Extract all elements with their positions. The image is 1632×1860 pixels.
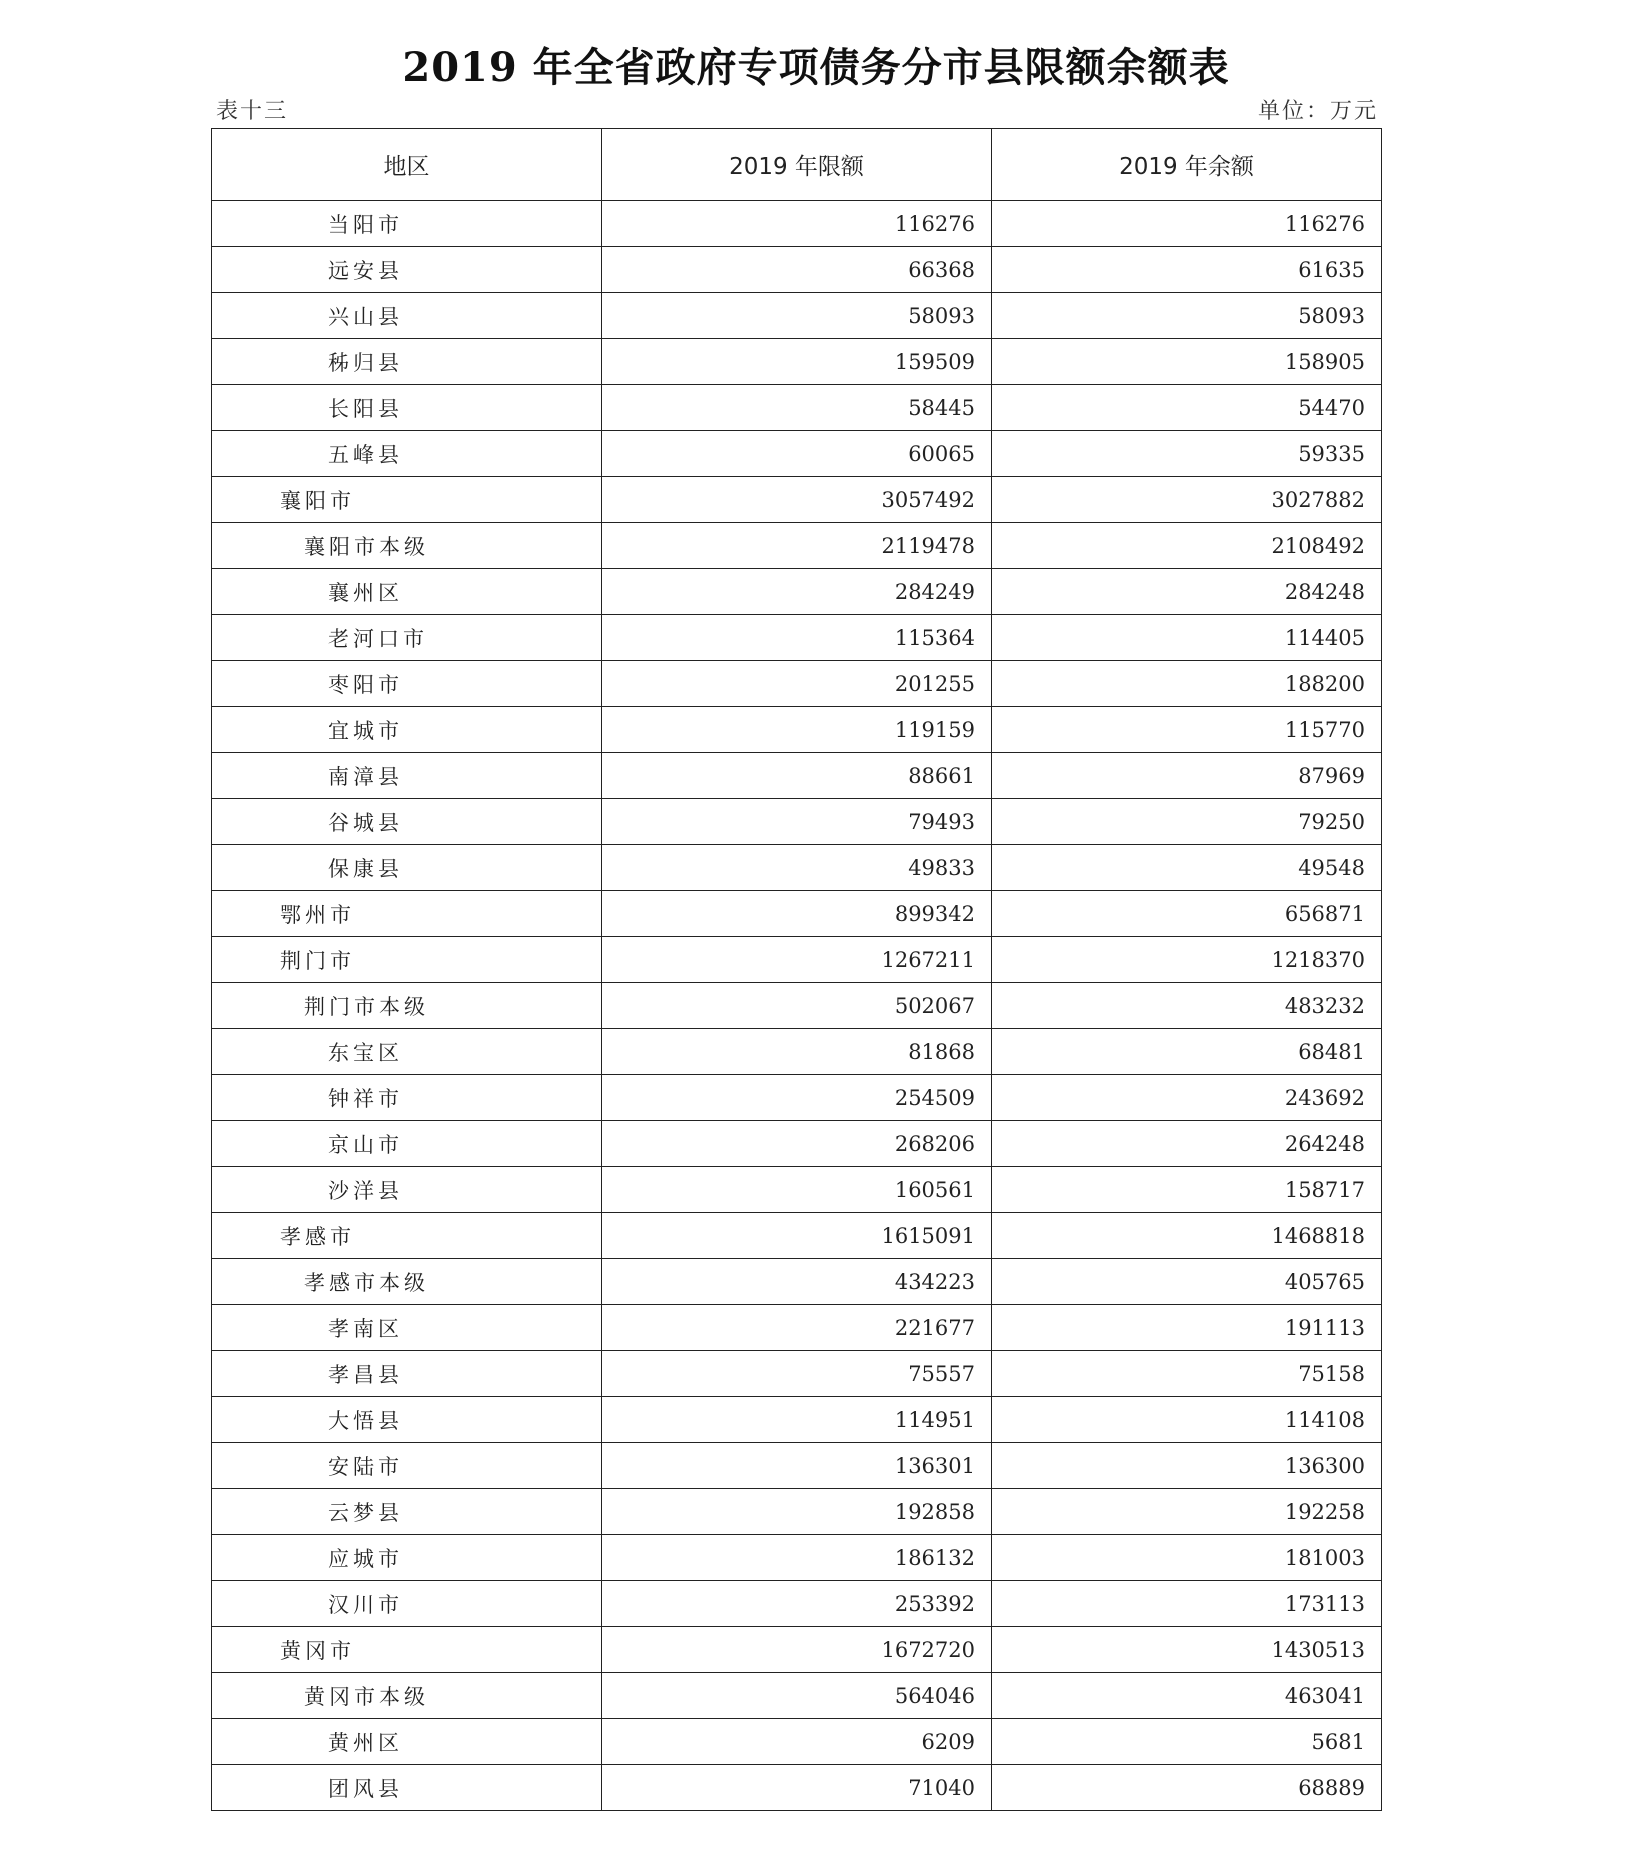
region-name-cell: 远安县 — [212, 247, 602, 293]
region-name-cell: 云梦县 — [212, 1489, 602, 1535]
region-name-cell: 五峰县 — [212, 431, 602, 477]
limit-cell: 81868 — [602, 1029, 992, 1075]
region-name-cell: 黄州区 — [212, 1719, 602, 1765]
balance-cell: 1468818 — [992, 1213, 1382, 1259]
region-name-cell: 襄阳市本级 — [212, 523, 602, 569]
table-row — [212, 1029, 1382, 1075]
unit-label: 单位：万元 — [1257, 99, 1378, 124]
table-row — [212, 1535, 1382, 1581]
region-name-cell: 孝感市 — [212, 1213, 602, 1259]
balance-cell: 116276 — [992, 201, 1382, 247]
balance-cell: 1218370 — [992, 937, 1382, 983]
limit-cell: 186132 — [602, 1535, 992, 1581]
limit-cell: 160561 — [602, 1167, 992, 1213]
region-name-cell: 当阳市 — [212, 201, 602, 247]
balance-cell: 243692 — [992, 1075, 1382, 1121]
region-name-cell: 安陆市 — [212, 1443, 602, 1489]
region-name-cell: 保康县 — [212, 845, 602, 891]
table-row — [212, 385, 1382, 431]
limit-cell: 3057492 — [602, 477, 992, 523]
region-name-cell: 襄阳市 — [212, 477, 602, 523]
table-row — [212, 1351, 1382, 1397]
balance-cell: 284248 — [992, 569, 1382, 615]
table-row — [212, 753, 1382, 799]
balance-cell: 54470 — [992, 385, 1382, 431]
table-row — [212, 1167, 1382, 1213]
region-name-cell: 老河口市 — [212, 615, 602, 661]
region-name-cell: 汉川市 — [212, 1581, 602, 1627]
balance-cell: 5681 — [992, 1719, 1382, 1765]
table-row — [212, 615, 1382, 661]
limit-cell: 192858 — [602, 1489, 992, 1535]
balance-cell: 49548 — [992, 845, 1382, 891]
limit-cell: 88661 — [602, 753, 992, 799]
limit-cell: 1615091 — [602, 1213, 992, 1259]
limit-cell: 58445 — [602, 385, 992, 431]
table-body — [212, 201, 1382, 1811]
table-row — [212, 1075, 1382, 1121]
table-row — [212, 293, 1382, 339]
table-row — [212, 201, 1382, 247]
limit-cell: 116276 — [602, 201, 992, 247]
region-name-cell: 鄂州市 — [212, 891, 602, 937]
balance-cell: 61635 — [992, 247, 1382, 293]
balance-cell: 59335 — [992, 431, 1382, 477]
table-row — [212, 891, 1382, 937]
balance-cell: 87969 — [992, 753, 1382, 799]
table-row — [212, 1719, 1382, 1765]
column-header-balance: 2019 年余额 — [992, 129, 1382, 201]
balance-cell: 3027882 — [992, 477, 1382, 523]
table-row — [212, 1259, 1382, 1305]
limit-cell: 49833 — [602, 845, 992, 891]
balance-cell: 173113 — [992, 1581, 1382, 1627]
limit-cell: 136301 — [602, 1443, 992, 1489]
table-row — [212, 1627, 1382, 1673]
table-row — [212, 937, 1382, 983]
table-row — [212, 1765, 1382, 1811]
region-name-cell: 团风县 — [212, 1765, 602, 1811]
balance-cell: 191113 — [992, 1305, 1382, 1351]
balance-cell: 58093 — [992, 293, 1382, 339]
table-row — [212, 1489, 1382, 1535]
table-row — [212, 799, 1382, 845]
column-header-region: 地区 — [212, 129, 602, 201]
region-name-cell: 东宝区 — [212, 1029, 602, 1075]
limit-cell: 254509 — [602, 1075, 992, 1121]
region-name-cell: 谷城县 — [212, 799, 602, 845]
region-name-cell: 孝昌县 — [212, 1351, 602, 1397]
document-title: 2019 年全省政府专项债务分市县限额余额表 — [402, 44, 1230, 91]
limit-cell: 75557 — [602, 1351, 992, 1397]
region-name-cell: 枣阳市 — [212, 661, 602, 707]
limit-cell: 502067 — [602, 983, 992, 1029]
balance-cell: 405765 — [992, 1259, 1382, 1305]
limit-cell: 221677 — [602, 1305, 992, 1351]
balance-cell: 68481 — [992, 1029, 1382, 1075]
limit-cell: 2119478 — [602, 523, 992, 569]
balance-cell: 75158 — [992, 1351, 1382, 1397]
limit-cell: 201255 — [602, 661, 992, 707]
limit-cell: 119159 — [602, 707, 992, 753]
limit-cell: 1672720 — [602, 1627, 992, 1673]
region-name-cell: 秭归县 — [212, 339, 602, 385]
table-row — [212, 1305, 1382, 1351]
balance-cell: 463041 — [992, 1673, 1382, 1719]
balance-cell: 1430513 — [992, 1627, 1382, 1673]
table-row — [212, 477, 1382, 523]
table-row — [212, 569, 1382, 615]
limit-cell: 115364 — [602, 615, 992, 661]
balance-cell: 158905 — [992, 339, 1382, 385]
limit-cell: 268206 — [602, 1121, 992, 1167]
balance-cell: 192258 — [992, 1489, 1382, 1535]
table-row — [212, 1673, 1382, 1719]
limit-cell: 114951 — [602, 1397, 992, 1443]
debt-limit-table — [211, 128, 1382, 1811]
region-name-cell: 孝感市本级 — [212, 1259, 602, 1305]
region-name-cell: 钟祥市 — [212, 1075, 602, 1121]
region-name-cell: 沙洋县 — [212, 1167, 602, 1213]
region-name-cell: 黄冈市 — [212, 1627, 602, 1673]
region-name-cell: 黄冈市本级 — [212, 1673, 602, 1719]
balance-cell: 114108 — [992, 1397, 1382, 1443]
table-number: 表十三 — [216, 99, 289, 124]
table-header-row — [212, 129, 1382, 201]
balance-cell: 188200 — [992, 661, 1382, 707]
limit-cell: 159509 — [602, 339, 992, 385]
table-row — [212, 1443, 1382, 1489]
region-name-cell: 京山市 — [212, 1121, 602, 1167]
balance-cell: 181003 — [992, 1535, 1382, 1581]
table-row — [212, 247, 1382, 293]
region-name-cell: 长阳县 — [212, 385, 602, 431]
balance-cell: 264248 — [992, 1121, 1382, 1167]
region-name-cell: 兴山县 — [212, 293, 602, 339]
limit-cell: 284249 — [602, 569, 992, 615]
limit-cell: 71040 — [602, 1765, 992, 1811]
limit-cell: 253392 — [602, 1581, 992, 1627]
table-row — [212, 339, 1382, 385]
region-name-cell: 大悟县 — [212, 1397, 602, 1443]
balance-cell: 68889 — [992, 1765, 1382, 1811]
column-header-limit: 2019 年限额 — [602, 129, 992, 201]
region-name-cell: 孝南区 — [212, 1305, 602, 1351]
limit-cell: 1267211 — [602, 937, 992, 983]
limit-cell: 6209 — [602, 1719, 992, 1765]
region-name-cell: 荆门市本级 — [212, 983, 602, 1029]
limit-cell: 60065 — [602, 431, 992, 477]
table-row — [212, 983, 1382, 1029]
table-row — [212, 707, 1382, 753]
table-row — [212, 1397, 1382, 1443]
table-row — [212, 845, 1382, 891]
region-name-cell: 宜城市 — [212, 707, 602, 753]
region-name-cell: 荆门市 — [212, 937, 602, 983]
table-row — [212, 1213, 1382, 1259]
table-row — [212, 1581, 1382, 1627]
region-name-cell: 南漳县 — [212, 753, 602, 799]
balance-cell: 114405 — [992, 615, 1382, 661]
region-name-cell: 应城市 — [212, 1535, 602, 1581]
limit-cell: 899342 — [602, 891, 992, 937]
balance-cell: 656871 — [992, 891, 1382, 937]
balance-cell: 483232 — [992, 983, 1382, 1029]
table-row — [212, 431, 1382, 477]
region-name-cell: 襄州区 — [212, 569, 602, 615]
table-row — [212, 523, 1382, 569]
balance-cell: 79250 — [992, 799, 1382, 845]
balance-cell: 2108492 — [992, 523, 1382, 569]
limit-cell: 79493 — [602, 799, 992, 845]
table-row — [212, 1121, 1382, 1167]
limit-cell: 564046 — [602, 1673, 992, 1719]
balance-cell: 136300 — [992, 1443, 1382, 1489]
balance-cell: 115770 — [992, 707, 1382, 753]
limit-cell: 58093 — [602, 293, 992, 339]
limit-cell: 434223 — [602, 1259, 992, 1305]
table-row — [212, 661, 1382, 707]
balance-cell: 158717 — [992, 1167, 1382, 1213]
limit-cell: 66368 — [602, 247, 992, 293]
